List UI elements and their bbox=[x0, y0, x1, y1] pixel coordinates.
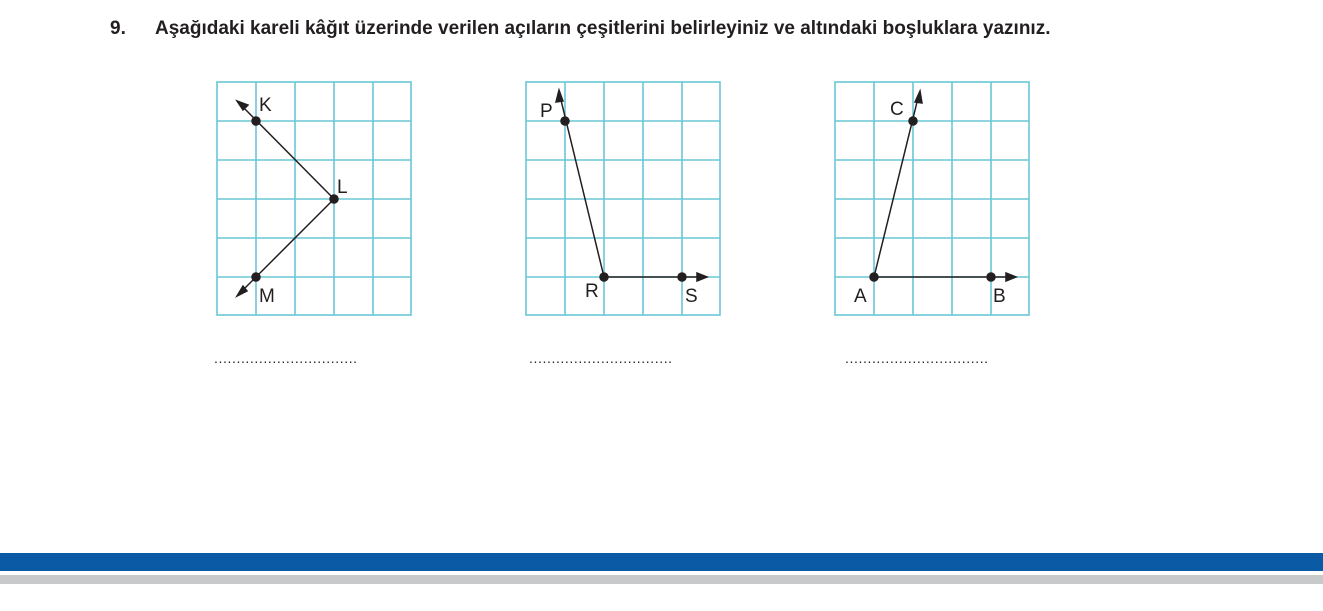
arrow-head-s bbox=[697, 273, 707, 281]
square-grid bbox=[217, 82, 411, 315]
answer-blank-1[interactable]: ................................ bbox=[214, 350, 358, 366]
label-p: P bbox=[540, 101, 553, 122]
answer-blank-3[interactable]: ................................ bbox=[845, 350, 989, 366]
footer-band-blue bbox=[0, 553, 1323, 571]
point-r bbox=[600, 273, 608, 281]
point-p bbox=[561, 117, 569, 125]
footer-band-gray bbox=[0, 575, 1323, 584]
point-s bbox=[678, 273, 686, 281]
point-k bbox=[252, 117, 260, 125]
point-a bbox=[870, 273, 878, 281]
label-k: K bbox=[259, 95, 272, 116]
angle-figure-cab bbox=[828, 78, 1038, 323]
angle-figure-prs bbox=[519, 78, 729, 323]
label-a: A bbox=[854, 286, 867, 307]
question-prompt: Aşağıdaki kareli kâğıt üzerinde verilen açıların çeşitlerini belirleyiniz ve altındaki boşluklara yazınız. bbox=[155, 18, 1051, 39]
label-s: S bbox=[685, 286, 698, 307]
point-m bbox=[252, 273, 260, 281]
angle-figure-klm bbox=[210, 78, 420, 323]
point-b bbox=[987, 273, 995, 281]
label-m: M bbox=[259, 286, 275, 307]
square-grid bbox=[526, 82, 720, 315]
square-grid bbox=[835, 82, 1029, 315]
label-b: B bbox=[993, 286, 1006, 307]
label-c: C bbox=[890, 99, 904, 120]
label-l: L bbox=[337, 177, 348, 198]
question-text bbox=[110, 18, 1050, 40]
arrow-head-p bbox=[556, 90, 563, 102]
answer-blank-2[interactable]: ................................ bbox=[529, 350, 673, 366]
arrow-head-k bbox=[237, 101, 248, 110]
question-number: 9. bbox=[110, 18, 126, 39]
arrow-head-b bbox=[1006, 273, 1016, 281]
label-r: R bbox=[585, 281, 599, 302]
point-c bbox=[909, 117, 917, 125]
arrow-head-c bbox=[915, 91, 922, 103]
